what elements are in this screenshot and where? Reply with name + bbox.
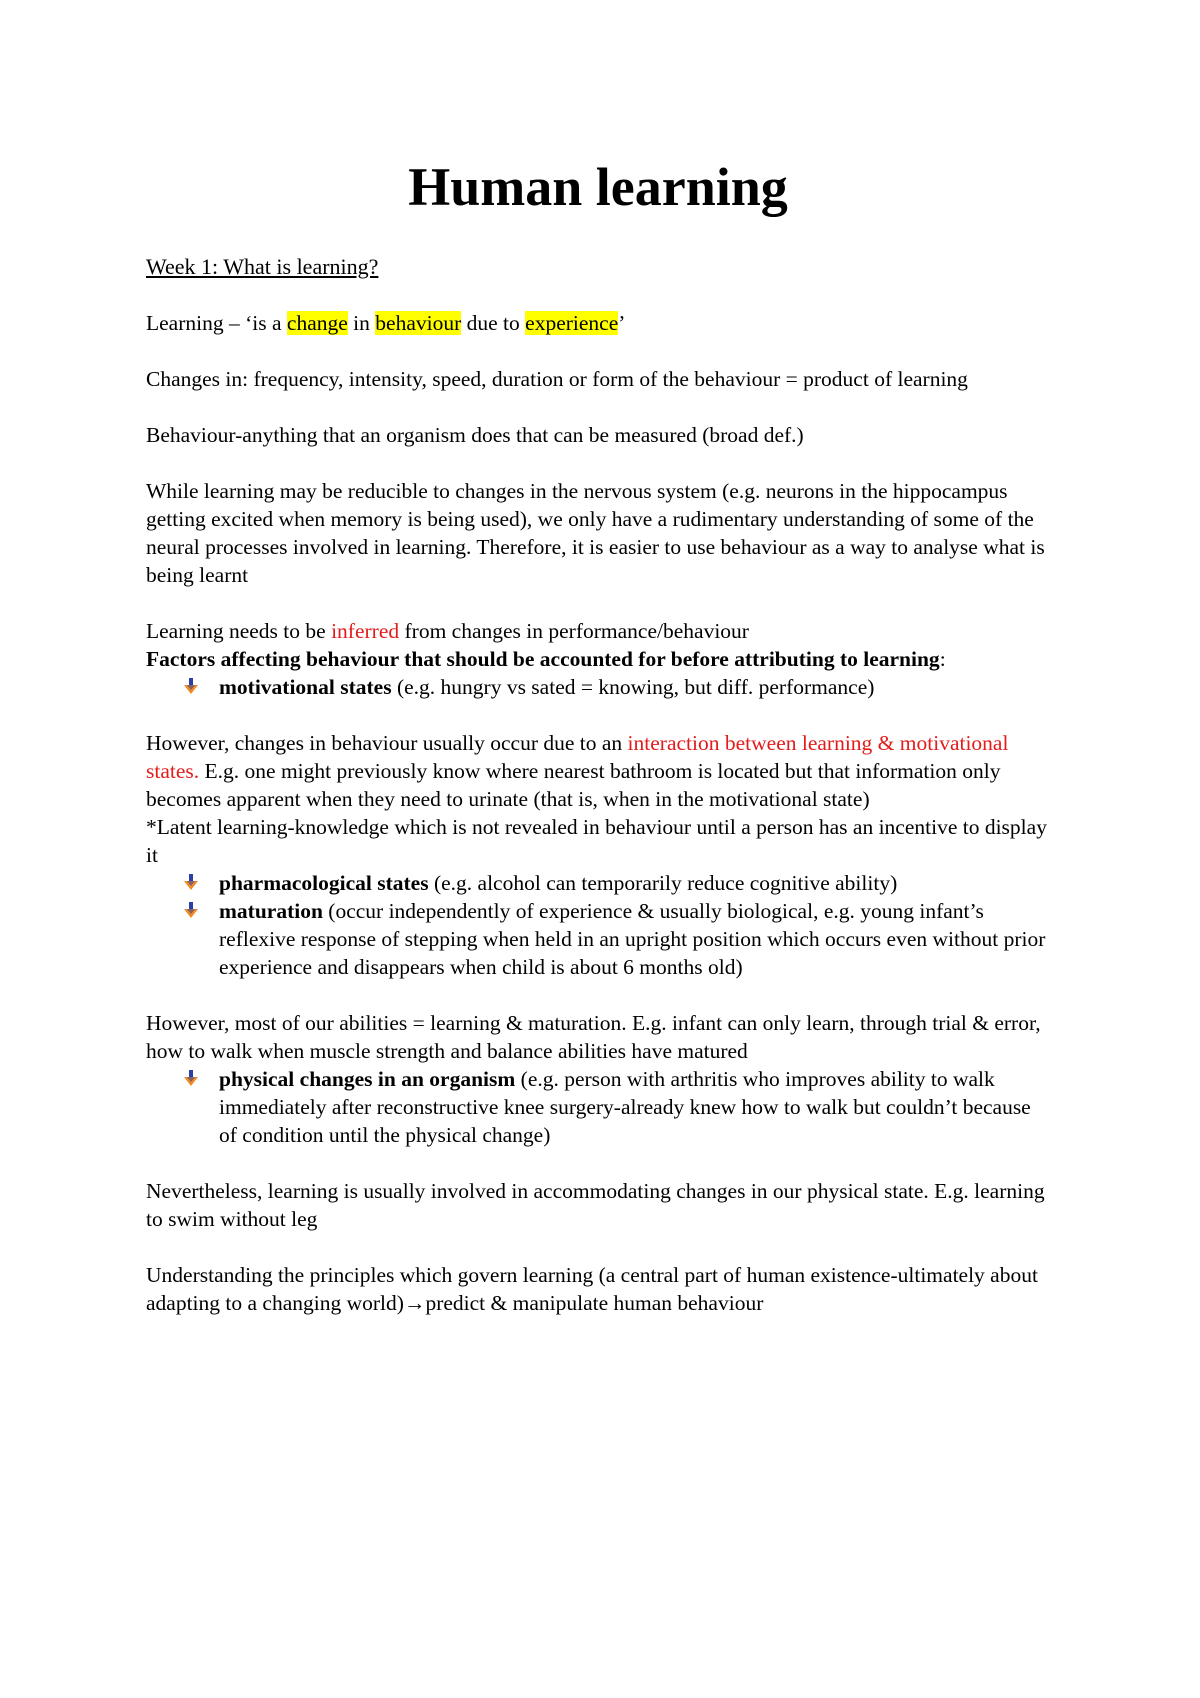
inferred-red-text: inferred: [331, 619, 400, 644]
bullet-maturation: [146, 897, 1050, 981]
bullet-pharmacological-bold: pharmacological states: [219, 871, 429, 896]
definition-mid2: due to: [461, 311, 526, 336]
highlight-change: change: [286, 311, 348, 336]
bullet-pharmacological-states: [146, 869, 1050, 897]
bullet-physical-bold: physical changes in an organism: [219, 1067, 516, 1092]
bullet-pharmacological-rest: (e.g. alcohol can temporarily reduce cognitive ability): [428, 871, 898, 896]
bullet-maturation-bold: maturation: [219, 899, 323, 924]
inferred-suffix: from changes in performance/behaviour: [399, 619, 749, 644]
physical-note-paragraph: Nevertheless, learning is usually involved in accommodating changes in our physical state. E.g. learning to swim without leg: [146, 1179, 1045, 1232]
arrow-down-bullet-icon: [183, 1069, 199, 1087]
interaction-red-text: interaction between learning & motivational states.: [146, 731, 1009, 784]
definition-mid1: in: [347, 311, 376, 336]
inferred-paragraph: [146, 617, 1050, 645]
maturation-note-paragraph: However, most of our abilities = learning & maturation. E.g. infant can only learn, through trial & error, how to walk when muscle strength and balance abilities have matured: [146, 1011, 1041, 1064]
interaction-prefix: However, changes in behaviour usually occur due to an: [146, 731, 628, 756]
nervous-system-paragraph: While learning may be reducible to changes in the nervous system (e.g. neurons in the hippocampus getting excited when memory is being used), we only have a rudimentary understanding of some of the neural processes involved in learning. Therefore, it is easier to use behaviour as a way to analyse what is being learnt: [146, 479, 1045, 588]
bullet-maturation-rest: (occur independently of experience & usually biological, e.g. young infant’s reflexive response of stepping when held in an upright position which occurs even without prior experience and disappears when child is about 6 months old): [219, 899, 1046, 980]
factors-heading: [146, 645, 1050, 673]
changes-in-paragraph: Changes in: frequency, intensity, speed, duration or form of the behaviour = product of learning: [146, 367, 968, 392]
bullet-physical-rest: (e.g. person with arthritis who improves ability to walk immediately after reconstructive knee surgery-already knew how to walk but couldn’t because of condition until the physical change): [219, 1067, 1031, 1148]
arrow-down-bullet-icon: [183, 901, 199, 919]
behaviour-definition-paragraph: Behaviour-anything that an organism does that can be measured (broad def.): [146, 423, 804, 448]
highlight-behaviour: behaviour: [375, 311, 462, 336]
definition-suffix: ’: [618, 311, 626, 336]
week-heading: Week 1: What is learning?: [146, 254, 379, 280]
inferred-prefix: Learning needs to be: [146, 619, 332, 644]
bullet-motivational-states: [146, 673, 1050, 701]
definition-paragraph: [146, 309, 1050, 337]
page-title: Human learning: [408, 157, 788, 217]
factors-heading-suffix: :: [939, 647, 946, 672]
definition-prefix: Learning – ‘is a: [146, 311, 287, 336]
highlight-experience: experience: [525, 311, 619, 336]
factors-heading-bold: Factors affecting behaviour that should be accounted for before attributing to learning: [146, 647, 940, 672]
interaction-paragraph: [146, 729, 1050, 813]
principles-suffix: predict & manipulate human behaviour: [425, 1291, 764, 1316]
principles-paragraph: [146, 1261, 1050, 1317]
right-arrow-icon: →: [403, 1291, 426, 1316]
arrow-down-bullet-icon: [183, 873, 199, 891]
latent-learning-paragraph: *Latent learning-knowledge which is not revealed in behaviour until a person has an incentive to display it: [146, 815, 1047, 868]
interaction-suffix: E.g. one might previously know where nearest bathroom is located but that information only becomes apparent when they need to urinate (that is, when in the motivational state): [146, 759, 1001, 812]
bullet-physical-changes: [146, 1065, 1050, 1149]
arrow-down-bullet-icon: [183, 677, 199, 695]
bullet-motivational-rest: (e.g. hungry vs sated = knowing, but diff. performance): [391, 675, 875, 700]
principles-prefix: Understanding the principles which govern learning (a central part of human existence-ultimately about adapting to a changing world): [146, 1263, 1038, 1316]
bullet-motivational-bold: motivational states: [219, 675, 392, 700]
